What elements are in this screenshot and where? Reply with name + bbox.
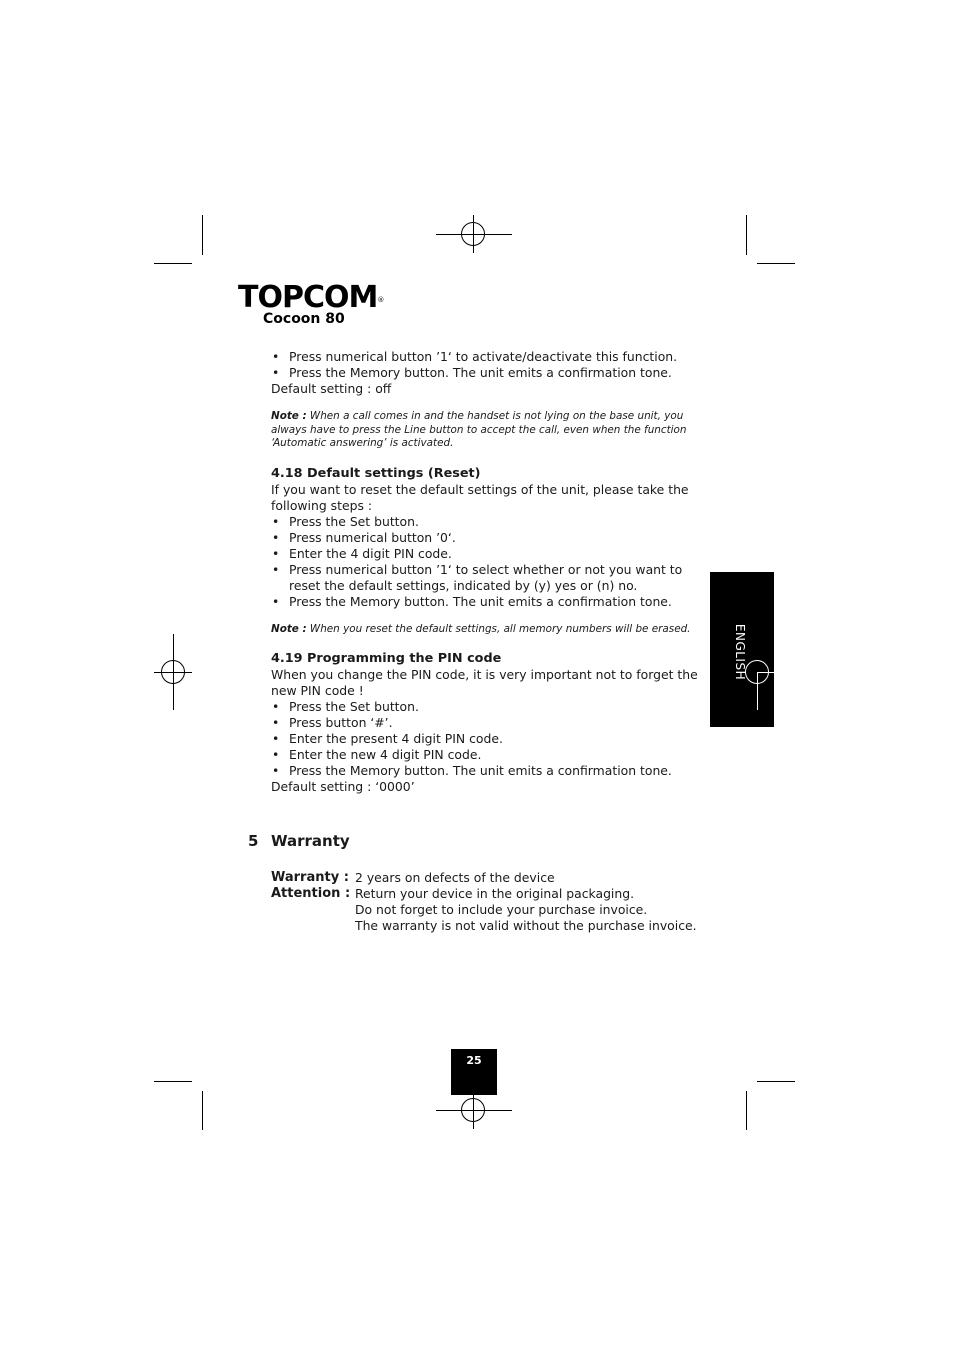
model-name: Cocoon 80 xyxy=(263,311,345,327)
default-setting-text: Default setting : ‘0000’ xyxy=(271,779,415,794)
section-intro-text: When you change the PIN code, it is very important not to forget the new PIN code ! xyxy=(271,667,698,698)
section-title: Warranty xyxy=(271,832,350,850)
crop-mark xyxy=(746,1091,747,1130)
list-item: • Enter the new 4 digit PIN code. xyxy=(271,747,701,763)
intro-bullet-list xyxy=(271,349,701,381)
crop-mark xyxy=(202,1091,203,1130)
warranty-label: Warranty : xyxy=(271,870,349,885)
list-item: • Press numerical button ’1‘ to select whether or not you want to reset the default settings, indicated by (y) yes or (n) no. xyxy=(271,562,701,594)
attention-line: Do not forget to include your purchase invoice. xyxy=(355,902,648,917)
registered-mark: ® xyxy=(377,296,384,304)
warranty-row xyxy=(271,870,697,886)
list-item: • Press the Memory button. The unit emits a confirmation tone. xyxy=(271,763,701,779)
list-item: • Press the Set button. xyxy=(271,699,701,715)
attention-row xyxy=(271,886,697,934)
warranty-value: 2 years on defects of the device xyxy=(355,870,555,885)
note-reset xyxy=(271,623,701,637)
crop-mark xyxy=(154,263,192,264)
attention-lines xyxy=(355,886,697,934)
registration-circle xyxy=(745,660,769,684)
crop-mark xyxy=(154,1081,192,1082)
main-content xyxy=(271,349,701,795)
language-tab-label xyxy=(730,612,750,692)
list-item: • Press numerical button ’0‘. xyxy=(271,530,701,546)
page-number: 25 xyxy=(451,1049,497,1095)
crop-mark xyxy=(757,263,795,264)
attention-line: Return your device in the original packaging. xyxy=(355,886,635,901)
crop-mark xyxy=(202,215,203,255)
section-number: 5 xyxy=(248,832,259,850)
registration-circle xyxy=(461,222,485,246)
list-item: • Press the Set button. xyxy=(271,514,701,530)
section-heading-4-18: 4.18 Default settings (Reset) xyxy=(271,465,481,481)
section-intro-text: If you want to reset the default settings of the unit, please take the following steps : xyxy=(271,481,689,513)
note-text: When you reset the default settings, all memory numbers will be erased. xyxy=(306,622,691,635)
pin-steps-list xyxy=(271,699,701,779)
attention-line: The warranty is not valid without the purchase invoice. xyxy=(355,918,697,933)
attention-label: Attention : xyxy=(271,886,351,901)
reset-steps-list xyxy=(271,514,701,610)
note-label: Note : xyxy=(271,622,307,635)
registration-circle xyxy=(461,1098,485,1122)
language-tab-text: ENGLISH xyxy=(733,623,747,681)
note-automatic-answering xyxy=(271,410,701,451)
crop-mark xyxy=(746,215,747,255)
default-setting-text: Default setting : off xyxy=(271,381,392,396)
language-tab xyxy=(710,572,774,727)
warranty-table xyxy=(271,870,697,934)
list-item: • Press the Memory button. The unit emits a confirmation tone. xyxy=(271,594,701,610)
list-item: • Press button ‘#’. xyxy=(271,715,701,731)
list-item: • Press the Memory button. The unit emits a confirmation tone. xyxy=(271,365,701,381)
list-item: • Enter the present 4 digit PIN code. xyxy=(271,731,701,747)
crop-mark xyxy=(757,1081,795,1082)
note-text: When a call comes in and the handset is not lying on the base unit, you always have to press the Line button to accept the call, even when the function ‘Automatic answering’ is activated. xyxy=(271,410,687,449)
registration-circle xyxy=(161,660,185,684)
brand-logo xyxy=(238,282,383,314)
section-heading-5 xyxy=(248,832,350,850)
section-heading-4-19: 4.19 Programming the PIN code xyxy=(271,651,502,666)
list-item: • Press numerical button ’1‘ to activate/deactivate this function. xyxy=(271,349,701,365)
list-item: • Enter the 4 digit PIN code. xyxy=(271,546,701,562)
brand-logo-text: TOPCOM xyxy=(238,280,378,315)
note-label: Note : xyxy=(271,410,307,422)
